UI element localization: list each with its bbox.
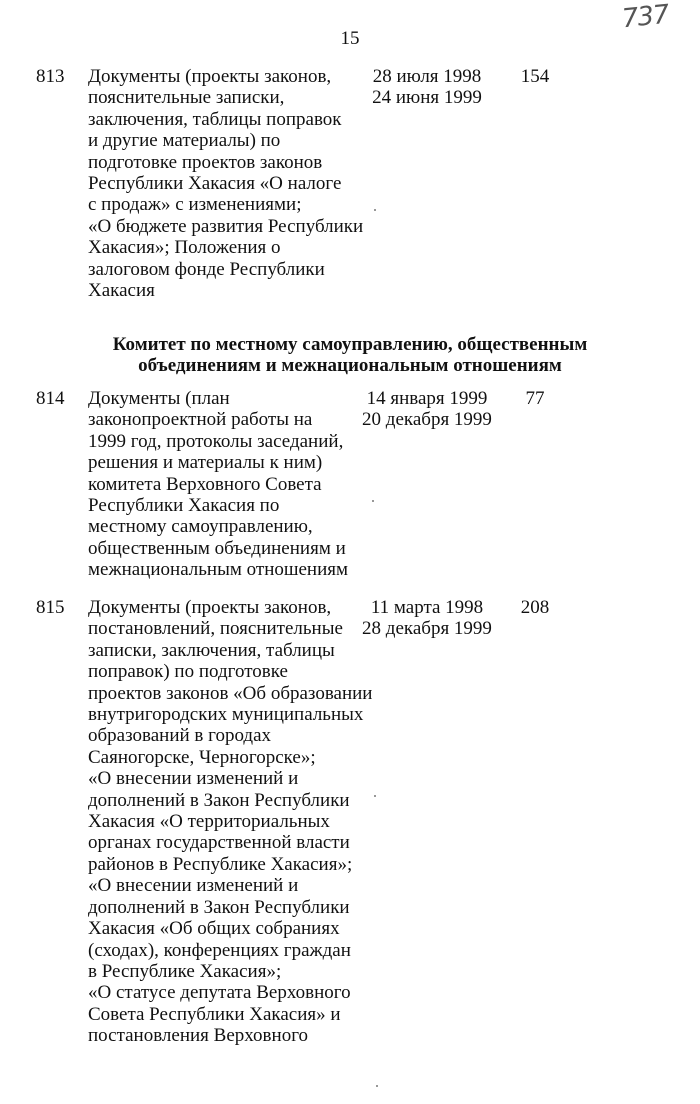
description-line: Документы (проекты законов, xyxy=(88,66,332,87)
description-line: дополнений в Закон Республики xyxy=(88,896,350,918)
description-line: заключения, таблицы поправок xyxy=(88,108,342,130)
description-line: в Республике Хакасия»; xyxy=(88,960,282,982)
description-line: законопроектной работы на xyxy=(88,409,313,431)
description-line: Документы (план xyxy=(88,388,230,409)
description-line: поправок) по подготовке xyxy=(88,661,288,683)
description-line: внутригородских муниципальных xyxy=(88,704,364,726)
description-line: Хакасия»; Положения о xyxy=(88,237,281,259)
entry-number: 814 xyxy=(36,388,65,409)
page-number: 15 xyxy=(340,28,360,49)
sheet-count: 77 xyxy=(525,388,545,409)
scan-speck xyxy=(374,795,376,797)
description-line: подготовке проектов законов xyxy=(88,151,323,173)
description-line: Республики Хакасия по xyxy=(88,495,280,517)
description-line: органах государственной власти xyxy=(88,832,350,854)
description-line: «О бюджете развития Республики xyxy=(88,215,364,237)
description-line: Республики Хакасия «О налоге xyxy=(88,173,342,195)
description-line: образований в городах xyxy=(88,725,271,747)
description-line: залоговом фонде Республики xyxy=(88,258,325,280)
description-line: Хакасия «Об общих собраниях xyxy=(88,918,340,940)
description-line: и другие материалы) по xyxy=(88,130,281,152)
start-date: 11 марта 1998 xyxy=(370,597,484,618)
section-heading xyxy=(0,334,700,376)
entry-dates xyxy=(352,388,502,431)
description-line: районов в Республике Хакасия»; xyxy=(88,853,353,875)
description-line: «О внесении изменений и xyxy=(88,875,299,897)
entry-description xyxy=(88,66,364,302)
description-line: 1999 год, протоколы заседаний, xyxy=(88,430,344,452)
sheet-count: 208 xyxy=(520,597,550,618)
start-date: 14 января 1999 xyxy=(366,388,488,409)
end-date: 28 декабря 1999 xyxy=(362,618,492,640)
scan-speck xyxy=(374,209,376,211)
description-line: с продаж» с изменениями; xyxy=(88,194,302,216)
description-line: «О внесении изменений и xyxy=(88,768,299,790)
start-date: 28 июля 1998 xyxy=(372,66,482,87)
entry-description xyxy=(88,597,373,1047)
description-line: Хакасия xyxy=(88,280,155,302)
description-line: местному самоуправлению, xyxy=(88,516,313,538)
entry-dates xyxy=(352,66,502,109)
description-line: Хакасия «О территориальных xyxy=(88,811,330,833)
end-date: 20 декабря 1999 xyxy=(362,409,492,431)
description-line: общественным объединениям и xyxy=(88,537,346,559)
description-line: решения и материалы к ним) xyxy=(88,452,323,474)
entry-description xyxy=(88,388,350,581)
description-line: межнациональным отношениям xyxy=(88,559,349,581)
entry-dates xyxy=(352,597,502,640)
end-date: 24 июня 1999 xyxy=(372,87,482,109)
description-line: дополнений в Закон Республики xyxy=(88,789,350,811)
sheet-count: 154 xyxy=(520,66,550,87)
entry-number: 815 xyxy=(36,597,65,618)
entry-number: 813 xyxy=(36,66,65,87)
section-heading-line: объединениям и межнациональным отношениям xyxy=(138,355,562,376)
description-line: пояснительные записки, xyxy=(88,87,285,109)
description-line: Саяногорске, Черногорске»; xyxy=(88,746,316,768)
description-line: записки, заключения, таблицы xyxy=(88,639,335,661)
scan-speck xyxy=(376,1085,378,1087)
description-line: Документы (проекты законов, xyxy=(88,597,332,618)
description-line: проектов законов «Об образовании xyxy=(88,682,373,704)
description-line: (сходах), конференциях граждан xyxy=(88,939,351,961)
scan-speck xyxy=(372,500,374,502)
description-line: Совета Республики Хакасия» и xyxy=(88,1003,341,1025)
description-line: «О статусе депутата Верховного xyxy=(88,982,351,1004)
section-heading-line: Комитет по местному самоуправлению, общественным xyxy=(112,334,588,355)
description-line: постановления Верховного xyxy=(88,1025,309,1047)
handwritten-page-mark: 737 xyxy=(620,0,671,35)
description-line: комитета Верховного Совета xyxy=(88,473,322,495)
description-line: постановлений, пояснительные xyxy=(88,618,343,640)
